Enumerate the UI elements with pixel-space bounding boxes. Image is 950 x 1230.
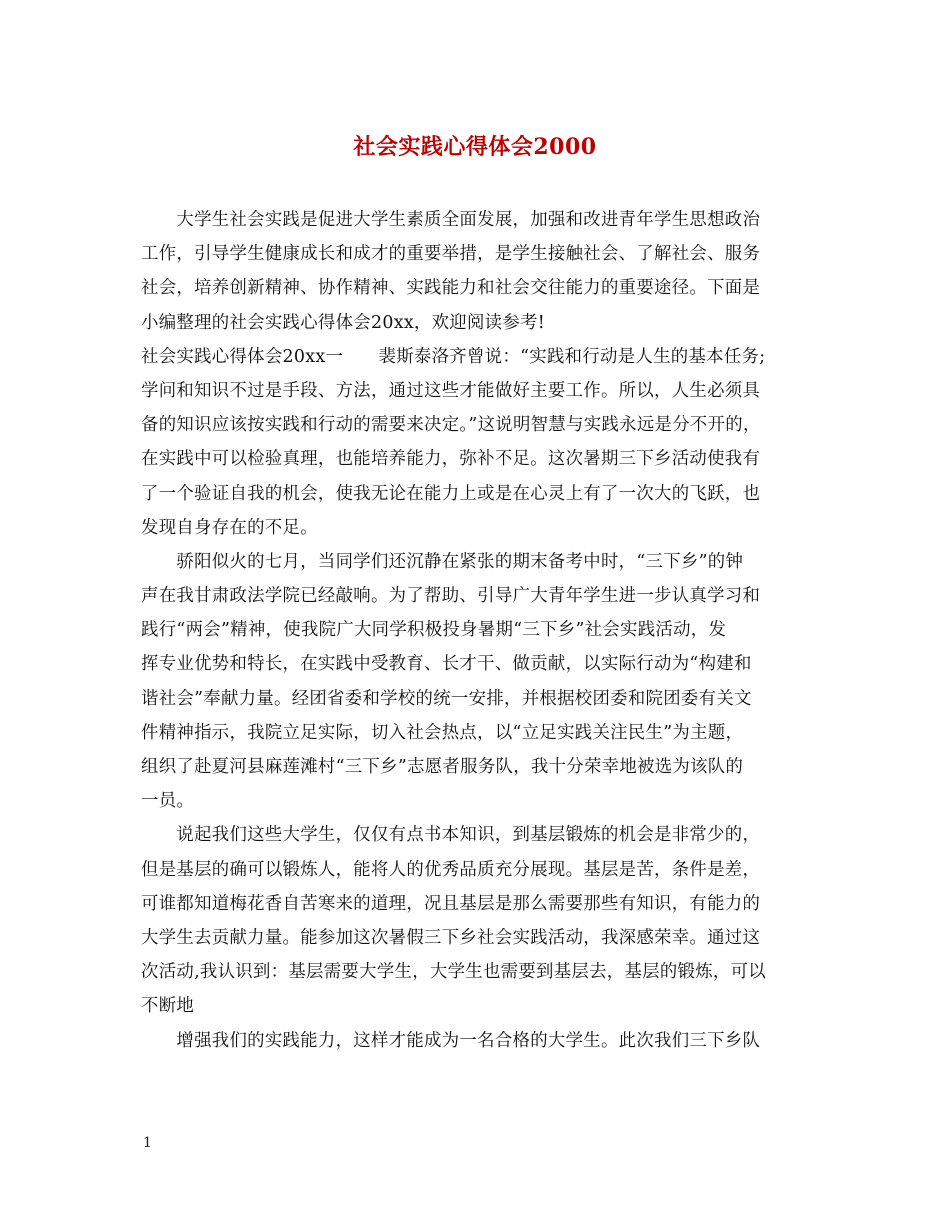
body-line: 声在我甘肃政法学院已经敲响。为了帮助、引导广大青年学生进一步认真学习和 [141, 586, 761, 607]
body-line: 学问和知识不过是手段、方法，通过这些才能做好主要工作。所以，人生必须具 [141, 380, 761, 401]
body-line: 一员。 [141, 791, 195, 812]
document-title: 社会实践心得体会2000 [353, 134, 597, 160]
body-line: 发现自身存在的不足。 [141, 517, 318, 538]
body-line: 在实践中可以检验真理，也能培养能力，弥补不足。这次暑期三下乡活动使我有 [141, 449, 761, 470]
body-line: 社会，培养创新精神、协作精神、实践能力和社会交往能力的重要途径。下面是 [141, 278, 761, 299]
body-line: 挥专业优势和特长，在实践中受教育、长才干、做贡献，以实际行动为“构建和 [141, 654, 752, 675]
body-line: 工作，引导学生健康成长和成才的重要举措，是学生接触社会、了解社会、服务 [141, 244, 761, 265]
body-line: 组织了赴夏河县麻莲滩村“三下乡”志愿者服务队，我十分荣幸地被选为该队的 [141, 757, 744, 777]
body-line: 社会实践心得体会20xx一 裴斯泰洛齐曾说：“实践和行动是人生的基本任务; [141, 346, 766, 367]
body-line: 小编整理的社会实践心得体会20xx，欢迎阅读参考! [141, 312, 546, 333]
body-line: 增强我们的实践能力，这样才能成为一名合格的大学生。此次我们三下乡队 [141, 1030, 761, 1051]
body-line: 次活动,我认识到：基层需要大学生，大学生也需要到基层去，基层的锻炼，可以 [141, 962, 767, 983]
body-line: 备的知识应该按实践和行动的需要来决定。”这说明智慧与实践永远是分不开的， [141, 415, 761, 436]
body-line: 践行“两会”精神，使我院广大同学积极投身暑期“三下乡”社会实践活动，发 [141, 620, 727, 641]
body-line: 谐社会”奉献力量。经团省委和学校的统一安排，并根据校团委和院团委有关文 [141, 688, 752, 709]
document-body [141, 203, 813, 1058]
body-line: 件精神指示，我院立足实际，切入社会热点，以“立足实践关注民生”为主题， [141, 722, 744, 743]
body-line: 骄阳似火的七月，当同学们还沉静在紧张的期末备考中时，“三下乡”的钟 [141, 551, 744, 572]
body-line: 大学生去贡献力量。能参加这次暑假三下乡社会实践活动，我深感荣幸。通过这 [141, 927, 761, 948]
page-number: 1 [143, 1135, 152, 1151]
body-line: 可谁都知道梅花香自苦寒来的道理，况且基层是那么需要那些有知识，有能力的 [141, 893, 761, 914]
body-line: 不断地 [141, 996, 195, 1017]
body-line: 但是基层的确可以锻炼人，能将人的优秀品质充分展现。基层是苦，条件是差， [141, 859, 761, 880]
body-line: 说起我们这些大学生，仅仅有点书本知识，到基层锻炼的机会是非常少的， [141, 825, 761, 846]
body-line: 大学生社会实践是促进大学生素质全面发展，加强和改进青年学生思想政治 [141, 210, 761, 230]
body-line: 了一个验证自我的机会，使我无论在能力上或是在心灵上有了一次大的飞跃，也 [141, 483, 761, 504]
